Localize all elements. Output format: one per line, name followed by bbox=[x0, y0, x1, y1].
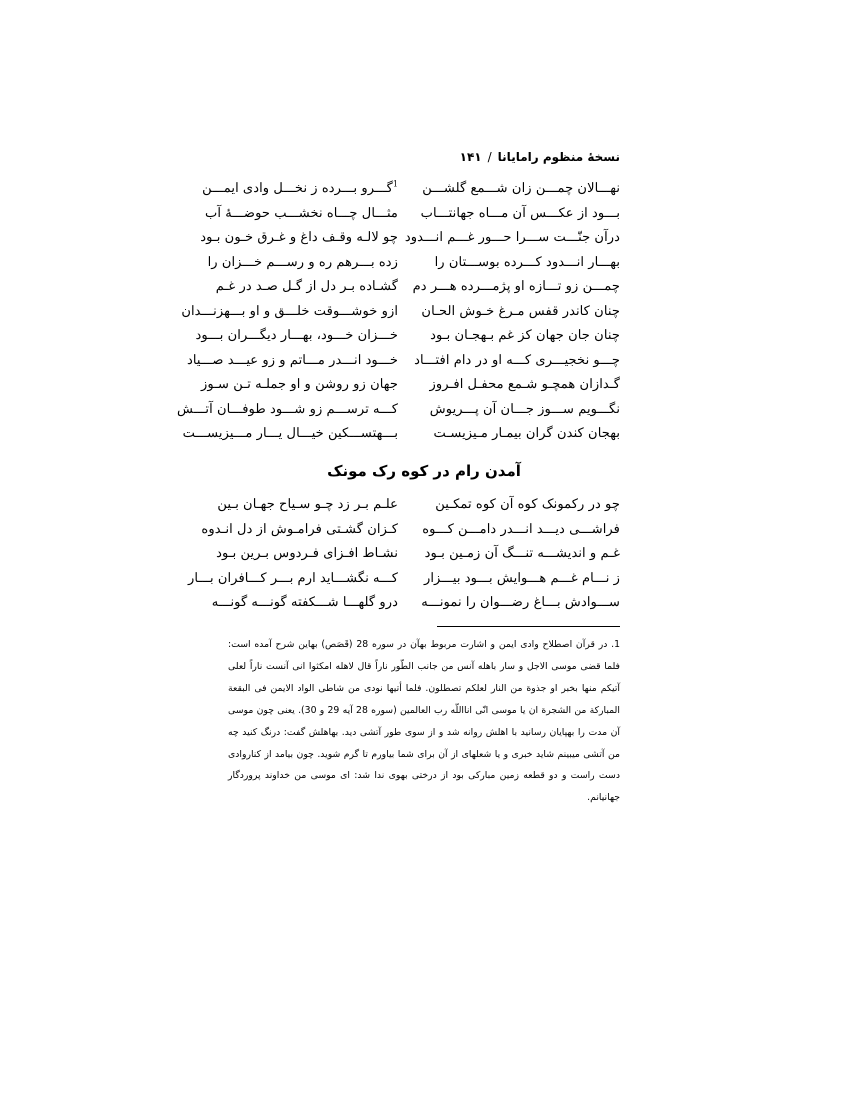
second-hemistich: مثـــال چـــاه نخشـــب حوضـــهٔ آب bbox=[204, 205, 398, 221]
second-hemistich: کـــه ترســـم زو شـــود طوفـــان آتـــش bbox=[177, 401, 398, 417]
second-hemistich: علـم بـر زد چـو سـیاح جهـان بـین bbox=[217, 497, 398, 512]
verse-line bbox=[182, 426, 620, 451]
second-hemistich: کـــه نگشـــاید ارم بـــر کـــافران بـــار bbox=[187, 570, 398, 586]
verse-line bbox=[181, 303, 620, 329]
hemistich-text: گـــرو بـــرده ز نخـــل وادی ایمـــن bbox=[202, 181, 393, 196]
poem-block-1 bbox=[177, 179, 620, 451]
footnote-marker[interactable]: 1 bbox=[392, 179, 398, 189]
first-hemistich: چمـــن زو تـــازه او پژمـــرده هـــر دم bbox=[412, 279, 620, 294]
second-hemistich: درو گلهـــا شـــکفته گونـــه گونـــه bbox=[211, 595, 398, 610]
first-hemistich: بهـــار انـــدود کـــرده بوســـتان را bbox=[434, 254, 620, 270]
section-heading: آمدن رام در کوه رک مونک bbox=[327, 462, 521, 480]
verse-line bbox=[202, 179, 620, 206]
verse-line bbox=[216, 546, 620, 571]
first-hemistich: چنان کاندر قفس مـرغ خـوش الحـان bbox=[421, 303, 620, 319]
running-header bbox=[228, 150, 620, 170]
poem-block-2 bbox=[187, 497, 620, 620]
first-hemistich: نهـــالان چمـــن زان شـــمع گلشـــن bbox=[422, 181, 620, 196]
first-hemistich: ز نـــام غـــم هـــوایش بـــود بیـــزار bbox=[423, 570, 620, 586]
first-hemistich: نگـــویم ســـوز جـــان آن پـــریوش bbox=[429, 401, 620, 417]
first-hemistich: گـدازان همچـو شـمع محفـل افـروز bbox=[429, 377, 620, 392]
verse-line bbox=[200, 230, 620, 255]
first-hemistich: درآن جنّـــت ســـرا حـــور غـــم انـــدود bbox=[404, 230, 620, 245]
verse-line bbox=[186, 352, 620, 378]
verse-line bbox=[207, 254, 620, 280]
header-title: نسخهٔ منظوم رامایانا bbox=[497, 150, 620, 164]
second-hemistich: نشـاط افـزای فـردوس بـرین بـود bbox=[216, 546, 398, 561]
first-hemistich: فراشـــی دیـــد انـــدر دامـــن کـــوه bbox=[422, 521, 620, 537]
first-hemistich: غـم و اندیشـــه تنـــگ آن زمـین بـود bbox=[424, 546, 620, 561]
verse-line bbox=[217, 497, 620, 522]
verse-line bbox=[211, 595, 620, 620]
verse-line bbox=[215, 279, 620, 304]
first-hemistich: چنان جان جهان کز غم بـهجـان بـود bbox=[430, 328, 620, 343]
footnote: 1. در قرآن اصطلاح وادی ایمن و اشارت مربوط بهآن در سوره 28 (قَصَص) بهاین شرح آمده است: فلما قضی موسی الاجل و سار باهله آنس من جانب الطّور ناراً قال لاهله امکثوا انی آنست ناراً لعلی آتیکم منها بخبر او جذوة من النار لعلکم تصطلون. فلما أتیها نودی من شاطی الواد الایمن فی البقعة المبارکة من الشجرة ان یا موسی انّی انااللّه رب العالمین (سوره 28 آیه 29 و 30). یعنی چون موسی آن مدت را بهپایان رسانید با اهلش روانه شد و از سوی طور آتشی دید. بهاهلش گفت: درنگ کنید چه من آتشی میبینم شاید خبری و یا شعلهای از آن برای شما بیاورم تا گرم شوید. چون بیامد از کناروادی دست راست و دو قطعه زمین مبارکی بود از درختی بهوی ندا شد: ای موسی من خداوند پروردگار جهانیانم. bbox=[228, 639, 620, 804]
verse-line bbox=[201, 377, 620, 402]
first-hemistich: بـــود از عکـــس آن مـــاه جهانتـــاب bbox=[420, 205, 620, 221]
verse-line bbox=[187, 570, 620, 596]
second-hemistich: خـــزان خـــود، بهـــار دیگـــران بـــود bbox=[195, 328, 398, 343]
verse-line bbox=[204, 205, 620, 231]
first-hemistich: ســـوادش بـــاغ رضـــوان را نمونـــه bbox=[421, 595, 620, 610]
second-hemistich bbox=[202, 179, 398, 196]
header-separator: / bbox=[487, 150, 492, 164]
second-hemistich: زده بـــرهم ره و رســـم خـــزان را bbox=[207, 254, 398, 270]
second-hemistich: کـزان گشـتی فرامـوش از دل انـدوه bbox=[201, 521, 398, 537]
second-hemistich: چو لالـه وقـف داغ و غـرق خـون بـود bbox=[200, 230, 398, 245]
verse-line bbox=[201, 521, 620, 547]
second-hemistich: گشـاده بـر دل از گـل صـد در غـم bbox=[215, 279, 398, 294]
second-hemistich: جهان زو روشن و او جملـه تـن سـوز bbox=[201, 377, 398, 392]
second-hemistich: ازو خوشـــوقت خلـــق و او بـــهزنـــدان bbox=[181, 303, 398, 319]
page-number: ۱۴۱ bbox=[459, 150, 482, 164]
footnote-divider bbox=[437, 626, 620, 627]
verse-line bbox=[195, 328, 620, 353]
second-hemistich: بـــهتســـکین خیـــال یـــار مـــیزیســـت bbox=[182, 426, 398, 441]
first-hemistich: چو در رکمونک کوه آن کوه تمکـین bbox=[435, 497, 620, 512]
first-hemistich: بهجان کندن گران بیمـار مـیزیسـت bbox=[433, 426, 620, 441]
verse-line bbox=[177, 401, 620, 427]
first-hemistich: چـــو نخجیـــری کـــه او در دام افتـــاد bbox=[414, 352, 620, 368]
second-hemistich: خـــود انـــدر مـــاتم و زو عیـــد صـــیاد bbox=[186, 352, 398, 368]
